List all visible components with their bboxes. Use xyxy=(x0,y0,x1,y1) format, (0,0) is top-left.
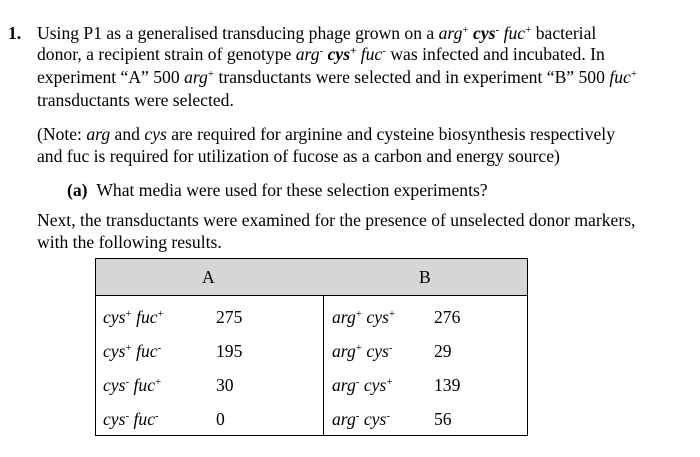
row-a-genotype xyxy=(103,307,164,328)
superscript: - xyxy=(386,410,391,422)
text-span: Using P1 as a generalised transducing phage grown on a xyxy=(37,23,439,43)
gene-name: fuc xyxy=(136,341,158,361)
superscript: + xyxy=(125,308,132,320)
note-line-2: and fuc is required for utilization of fucose as a carbon and energy source) xyxy=(37,146,560,166)
superscript: + xyxy=(355,342,363,354)
row-b-genotype xyxy=(332,409,390,430)
text-span: and xyxy=(110,124,145,144)
superscript: - xyxy=(355,410,360,422)
superscript: - xyxy=(319,45,324,57)
gene-name: arg xyxy=(332,409,356,429)
superscript: + xyxy=(207,68,215,80)
gene-name: arg xyxy=(332,341,356,361)
text-span: bacterial xyxy=(531,23,597,43)
gene-cys: cys xyxy=(473,23,496,43)
part-a-text: What media were used for these selection experiments? xyxy=(96,180,488,200)
gene-arg: arg xyxy=(295,44,320,64)
gene-name: fuc xyxy=(133,409,156,429)
superscript: - xyxy=(388,342,393,354)
row-b-count: 276 xyxy=(434,307,461,327)
gene-fuc: fuc xyxy=(609,67,631,87)
row-b-genotype xyxy=(332,375,393,396)
header-experiment-a: A xyxy=(202,267,215,287)
superscript: + xyxy=(525,24,532,36)
gene-fuc: fuc xyxy=(360,44,383,64)
gene-name: cys xyxy=(366,307,389,327)
gene-name: cys xyxy=(103,375,126,395)
superscript: - xyxy=(155,410,159,422)
text-span: experiment “A” 500 xyxy=(37,67,185,87)
header-experiment-b: B xyxy=(419,267,431,287)
question-number: 1. xyxy=(8,23,22,43)
row-b-genotype xyxy=(332,307,395,328)
next-line-2: with the following results. xyxy=(37,232,222,252)
gene-name: cys xyxy=(103,409,126,429)
text-span: donor, a recipient strain of genotype xyxy=(37,44,296,64)
text-span: transductants were selected and in experiment “B” 500 xyxy=(214,67,610,87)
gene-name: arg xyxy=(332,375,356,395)
text-span: (Note: xyxy=(37,124,87,144)
row-a-genotype xyxy=(103,409,159,430)
row-a-genotype xyxy=(103,375,161,396)
question-line-4: transductants were selected. xyxy=(37,90,234,110)
superscript: + xyxy=(155,376,162,388)
gene-cys: cys xyxy=(144,124,167,144)
row-b-genotype xyxy=(332,341,393,362)
gene-name: fuc xyxy=(136,307,158,327)
question-line-1 xyxy=(37,23,596,44)
part-a xyxy=(67,180,488,201)
superscript: - xyxy=(125,376,130,388)
gene-name: cys xyxy=(103,341,126,361)
superscript: - xyxy=(355,376,360,388)
gene-arg: arg xyxy=(86,124,111,144)
gene-name: cys xyxy=(363,375,387,395)
table-header-row xyxy=(96,259,527,296)
superscript: + xyxy=(157,308,164,320)
question-line-3 xyxy=(37,67,637,88)
row-b-count: 139 xyxy=(434,375,461,395)
gene-fuc: fuc xyxy=(503,23,526,43)
superscript: + xyxy=(388,308,396,320)
part-a-label: (a) xyxy=(67,180,88,200)
gene-cys: cys xyxy=(327,44,351,64)
row-a-count: 275 xyxy=(216,307,243,327)
gene-name: cys xyxy=(366,341,389,361)
gene-name: fuc xyxy=(133,375,156,395)
gene-arg: arg xyxy=(184,67,208,87)
row-b-count: 29 xyxy=(434,341,452,361)
question-line-2 xyxy=(37,44,605,65)
superscript: - xyxy=(495,24,500,36)
row-a-count: 195 xyxy=(216,341,243,361)
superscript: + xyxy=(355,308,363,320)
text-span: was infected and incubated. In xyxy=(385,44,605,64)
row-a-count: 0 xyxy=(216,409,225,429)
gene-name: cys xyxy=(363,409,387,429)
row-a-genotype xyxy=(103,341,161,362)
column-divider xyxy=(323,295,324,436)
results-table xyxy=(95,258,528,436)
gene-arg: arg xyxy=(438,23,463,43)
superscript: - xyxy=(125,410,130,422)
note-line-1 xyxy=(37,124,615,145)
text-span: are required for arginine and cysteine biosynthesis respectively xyxy=(166,124,615,144)
superscript: + xyxy=(462,24,469,36)
superscript: + xyxy=(125,342,132,354)
superscript: + xyxy=(350,45,357,57)
superscript: - xyxy=(382,45,386,57)
superscript: + xyxy=(386,376,393,388)
superscript: - xyxy=(157,342,162,354)
gene-name: arg xyxy=(332,307,356,327)
superscript: + xyxy=(630,68,638,80)
next-line-1: Next, the transductants were examined for the presence of unselected donor markers, xyxy=(37,210,636,230)
row-b-count: 56 xyxy=(434,409,452,429)
gene-name: cys xyxy=(103,307,126,327)
row-a-count: 30 xyxy=(216,375,234,395)
